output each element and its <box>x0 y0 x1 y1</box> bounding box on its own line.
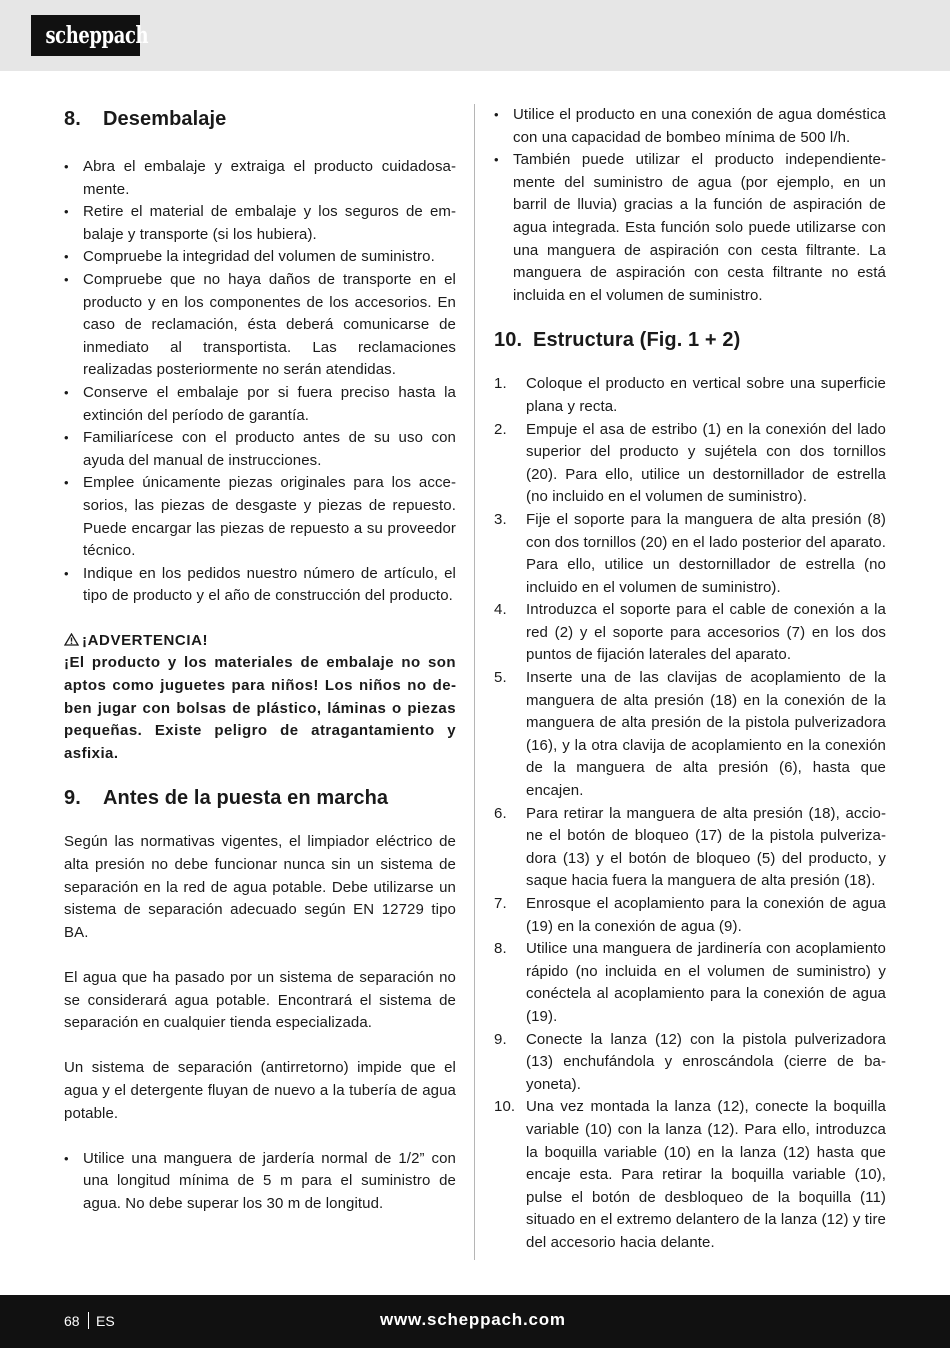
step-number: 2. <box>494 420 507 438</box>
list-item <box>494 938 886 1028</box>
page-number-separator <box>88 1312 89 1329</box>
right-column <box>494 104 886 1255</box>
language-code: ES <box>96 1313 115 1329</box>
list-item: • También puede utilizar el producto independientemente del suministro de agua (por ejemplo, en un barril de lluvia) gracias a la función de aspiración de agua integrada. Esta función solo puede utilizarse con una manguera de aspiración con cesta filtrante. La manguera de aspiración con cesta filtrante no está incluida en el volumen de suministro. <box>494 149 886 307</box>
step-number: 8. <box>494 940 507 958</box>
step-number: 4. <box>494 601 507 619</box>
warning-triangle-icon <box>64 630 79 653</box>
website-link[interactable]: www.scheppach.com <box>380 1310 566 1329</box>
section-10-heading <box>494 327 886 353</box>
warning-text: ¡El producto y los materiales de embalaje no son aptos como juguetes para niños! Los niños no deben jugar con bolsas de plástico, láminas o piezas pequeñas. Existe peligro de atragantamiento y asfixia. <box>64 654 456 762</box>
step-text: Fije el soporte para la manguera de alta presión (8) con dos tornillos (20) en el lado posterior del aparato. Para ello, utilice un destornillador de estrella (no incluido en el volumen de suministro). <box>526 510 886 596</box>
list-item: • Familiarícese con el producto antes de su uso con ayuda del manual de instrucciones. <box>64 427 456 472</box>
step-text: Inserte una de las clavijas de acoplamiento de la manguera de alta presión (18) en la conexión de la manguera de alta presión de la pistola pulverizadora (16), y la otra clavija de acoplamiento en la conexión de la manguera de alta presión (6), hasta que encajen. <box>526 669 886 800</box>
list-item: • Utilice una manguera de jardería normal de 1/2” con una longitud mínima de 5 m para el suministro de agua. No debe superar los 30 m de longitud. <box>64 1148 456 1216</box>
list-item <box>494 599 886 667</box>
list-item: • Indique en los pedidos nuestro número de artículo, el tipo de producto y el año de construcción del producto. <box>64 563 456 608</box>
list-item <box>494 893 886 938</box>
section-title: Antes de la puesta en marcha <box>103 787 389 810</box>
list-item: • Abra el embalaje y extraiga el producto cuidadosamente. <box>64 156 456 201</box>
list-item <box>494 419 886 509</box>
scheppach-logo: scheppach <box>31 15 140 56</box>
step-text: Una vez montada la lanza (12), conecte la boquilla variable (10) con la lanza (12). Para ello, introduzca la boquilla variable (10) en la lanza (12) hasta que encaje esta. Para retirar la boquilla variable (10), pulse el botón de desbloqueo de la boquilla (11) situado en el extremo delantero de la lanza (12) y tire del accesorio hacia delante. <box>526 1098 886 1251</box>
unpacking-list <box>64 156 456 608</box>
section-number: 10. <box>494 329 523 352</box>
assembly-steps <box>494 373 886 1254</box>
warning-title: ¡ADVERTENCIA! <box>82 631 209 649</box>
list-item: • Retire el material de embalaje y los seguros de embalaje y transporte (si los hubiera). <box>64 201 456 246</box>
section-9-heading <box>64 785 456 811</box>
step-number: 6. <box>494 804 507 822</box>
paragraph: El agua que ha pasado por un sistema de separación no se considerará agua potable. Encontrará el sistema de separación en cualquier tienda especializada. <box>64 969 456 1032</box>
step-number: 9. <box>494 1030 507 1048</box>
step-number: 7. <box>494 895 507 912</box>
list-item <box>494 1096 886 1254</box>
left-column <box>64 104 456 1216</box>
step-number: 5. <box>494 669 507 687</box>
section-title: Estructura (Fig. 1 + 2) <box>533 329 741 352</box>
section-number: 8. <box>64 108 81 130</box>
step-text: Utilice una manguera de jardinería con acoplamiento rápido (no incluida en el volumen de suministro) y conéctela al acoplamiento para la conexión de agua (19). <box>526 940 886 1025</box>
list-item <box>494 509 886 599</box>
step-text: Coloque el producto en vertical sobre una superficie plana y recta. <box>526 375 886 415</box>
step-number: 3. <box>494 510 507 528</box>
paragraph: Un sistema de separación (antirretorno) impide que el agua y el detergente fluyan de nuevo a la tubería de agua potable. <box>64 1059 456 1122</box>
column-divider <box>474 104 475 1260</box>
page-number: 68 <box>64 1313 80 1329</box>
section-title: Desembalaje <box>103 108 227 130</box>
step-text: Introduzca el soporte para el cable de conexión a la red (2) y el soporte para accesorios (7) en los dos puntos de fijación laterales del aparato. <box>526 601 886 664</box>
water-supply-list <box>64 1148 456 1216</box>
list-item <box>494 803 886 893</box>
step-text: Enrosque el acoplamiento para la conexión de agua (19) en la conexión de agua (9). <box>526 895 886 935</box>
step-number: 1. <box>494 375 507 393</box>
step-text: Empuje el asa de estribo (1) en la conexión del lado superior del producto y sujétela con dos tornillos (20). Para ello, utilice un destornillador de estrella (no incluido en el volumen de suministro). <box>526 420 886 506</box>
list-item <box>494 373 886 418</box>
list-item: • Emplee únicamente piezas originales para los accesorios, las piezas de desgaste y piezas de repuesto. Puede encargar las piezas de repuesto a su proveedor técnico. <box>64 472 456 562</box>
list-item: • Conserve el embalaje por si fuera preciso hasta la extinción del período de garantía. <box>64 382 456 427</box>
water-supply-list-continued <box>494 104 886 307</box>
list-item: • Utilice el producto en una conexión de agua doméstica con una capacidad de bombeo mínima de 500 l/h. <box>494 104 886 149</box>
footer-band <box>0 1295 950 1348</box>
step-number: 10. <box>494 1098 516 1116</box>
warning-heading <box>64 630 456 653</box>
section-8-heading <box>64 106 456 132</box>
paragraph: Según las normativas vigentes, el limpiador eléctrico de alta presión no debe funcionar nunca sin un sistema de separación en la red de agua potable. Debe utilizarse un sistema de separación adecuado según EN 12729 tipo BA. <box>64 833 456 941</box>
list-item <box>494 1029 886 1097</box>
list-item: • Compruebe la integridad del volumen de suministro. <box>64 246 456 269</box>
section-number: 9. <box>64 787 81 810</box>
list-item: • Compruebe que no haya daños de transporte en el producto y en los componentes de los accesorios. En caso de reclamación, ésta deberá comunicarse de inmediato al transportista. Las reclamaciones realizadas posteriormente no serán atendidas. <box>64 269 456 382</box>
list-item <box>494 667 886 803</box>
step-text: Para retirar la manguera de alta presión (18), accione el botón de bloqueo (17) de la pistola pulverizadora (13) y el botón de bloqueo (5) del producto, y saque hacia fuera la manguera de alta presión (18). <box>526 804 886 890</box>
step-text: Conecte la lanza (12) con la pistola pulverizadora (13) enchufándola y enroscándola (cierre de bayoneta). <box>526 1030 886 1093</box>
